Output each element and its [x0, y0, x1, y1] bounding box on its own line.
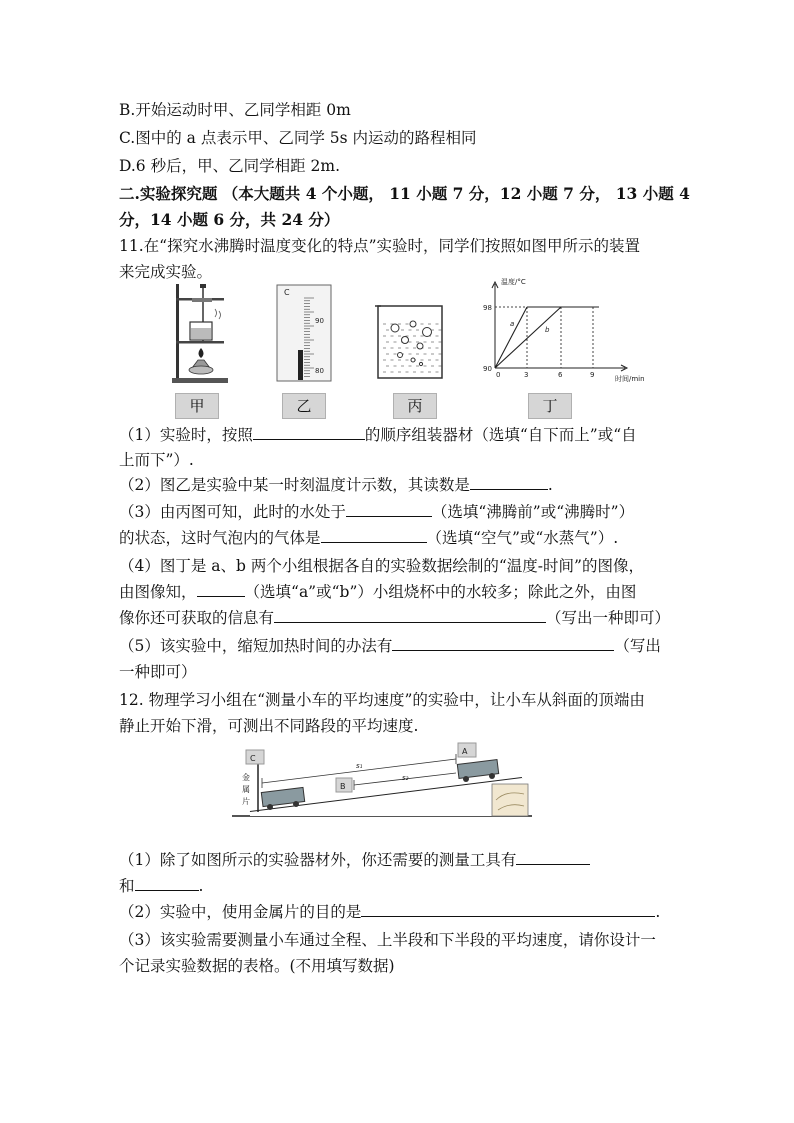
figure-jia-apparatus [170, 282, 230, 387]
q12-metal-char1: 金 [242, 773, 250, 782]
q11-part3-text-c: 的状态，这时气泡内的气体是 [119, 529, 321, 547]
q11-part5-text-a: （5）该实验中，缩短加热时间的办法有 [119, 637, 393, 655]
q11-part3-line2 [119, 528, 618, 548]
option-d: D.6 秒后，甲、乙同学相距 2m. [119, 157, 341, 175]
graph-y-bottom: 90 [483, 365, 492, 373]
figure-label-jia: 甲 [175, 393, 219, 419]
q11-part4-line2 [119, 582, 636, 602]
figure-label-bing: 丙 [393, 393, 437, 419]
q11-part4-text-d: （写出一种即可） [546, 609, 671, 627]
q12-label-b: B [340, 782, 346, 791]
q11-part4-blank2[interactable] [274, 608, 546, 623]
figure-label-yi: 乙 [282, 393, 326, 419]
q11-part4-line1: （4）图丁是 a、b 两个小组根据各自的实验数据绘制的“温度-时间”的图像， [119, 557, 644, 575]
q11-part4-line3 [119, 608, 670, 628]
figure-yi-thermometer [276, 284, 332, 382]
q11-stem-line1: 11.在“探究水沸腾时温度变化的特点”实验时，同学们按照如图甲所示的装置 [119, 237, 641, 255]
q11-stem-line2: 来完成实验。 [119, 263, 213, 281]
q11-part4-text-a: 由图像知， [119, 583, 197, 601]
q12-part2 [119, 902, 660, 922]
figure-label-ding: 丁 [528, 393, 572, 419]
q12-part1-text: （1）除了如图所示的实验器材外，你还需要的测量工具有 [119, 851, 517, 869]
q11-part3-text-b: （选填“沸腾前”或“沸腾时”） [431, 503, 635, 521]
q12-label-s2: s₂ [402, 774, 409, 782]
q12-part1-line1 [119, 850, 590, 870]
q12-label-c: C [250, 754, 256, 763]
q12-part1-and: 和 [119, 877, 135, 895]
graph-origin: 0 [496, 371, 501, 379]
q11-part2-blank[interactable] [470, 475, 548, 490]
graph-x-tick-3: 3 [524, 371, 529, 379]
q11-part5-text-b: （写出 [614, 637, 661, 655]
option-b: B.开始运动时甲、乙同学相距 0m [119, 101, 351, 119]
option-c: C.图中的 a 点表示甲、乙同学 5s 内运动的路程相同 [119, 129, 477, 147]
q11-part2-end: . [547, 476, 553, 494]
graph-line-b-label: b [545, 326, 550, 334]
q12-part2-text: （2）实验中，使用金属片的目的是 [119, 903, 362, 921]
q11-part1-text-b: 的顺序组装器材（选填“自下而上”或“自 [364, 426, 637, 444]
q11-part2 [119, 475, 553, 495]
q12-figure-incline [230, 740, 540, 826]
q11-part4-text-b: （选填“a”或“b”）小组烧杯中的水较多；除此之外，由图 [244, 583, 637, 601]
q12-part1-end: . [198, 877, 204, 895]
graph-line-a-label: a [510, 320, 515, 328]
q12-metal-char2: 属 [242, 785, 250, 794]
q12-label-s1: s₁ [356, 762, 363, 770]
graph-xlabel: 时间/min [615, 375, 645, 383]
q11-part3-text-d: （选填“空气”或“水蒸气”）. [426, 529, 619, 547]
q11-part3-blank2[interactable] [321, 528, 427, 543]
q11-part4-blank1[interactable] [197, 582, 245, 597]
q11-part5-line2: 一种即可） [119, 663, 197, 681]
q12-part3-line2: 个记录实验数据的表格。(不用填写数据) [119, 957, 395, 975]
figure-ding-graph [475, 274, 675, 386]
q12-part1-line2 [119, 876, 203, 896]
q12-stem-line1: 12. 物理学习小组在“测量小车的平均速度”的实验中，让小车从斜面的顶端由 [119, 691, 645, 709]
graph-y-top: 98 [483, 304, 492, 312]
thermometer-mark-90: 90 [315, 317, 324, 325]
q11-part1-line1 [119, 425, 637, 445]
q11-part3-line1 [119, 502, 634, 522]
thermometer-unit: C [284, 288, 290, 297]
section-heading-line2: 分，14 小题 6 分，共 24 分） [119, 210, 340, 229]
section-heading-line1: 二.实验探究题 （本大题共 4 个小题， 11 小题 7 分，12 小题 7 分， 13 小题 4 [119, 184, 690, 203]
q11-part1-text-a: （1）实验时，按照 [119, 426, 253, 444]
q12-metal-char3: 片 [242, 797, 250, 806]
q11-part2-text: （2）图乙是实验中某一时刻温度计示数，其读数是 [119, 476, 470, 494]
q11-part5-line1 [119, 636, 661, 656]
q11-part4-text-c: 像你还可获取的信息有 [119, 609, 275, 627]
q12-part1-blank1[interactable] [516, 850, 590, 865]
q12-part2-end: . [655, 903, 661, 921]
thermometer-mark-80: 80 [315, 367, 324, 375]
q11-part1-line2: 上而下”）. [119, 451, 194, 469]
q11-part3-text-a: （3）由丙图可知，此时的水处于 [119, 503, 346, 521]
q11-part5-blank[interactable] [392, 636, 614, 651]
q12-part2-blank[interactable] [361, 902, 655, 917]
q12-label-a: A [462, 747, 468, 756]
q11-part3-blank1[interactable] [346, 502, 432, 517]
q12-stem-line2: 静止开始下滑，可测出不同路段的平均速度. [119, 717, 419, 735]
q12-part1-blank2[interactable] [135, 876, 199, 891]
graph-ylabel: 温度/°C [501, 278, 526, 286]
figure-bing-beaker [375, 300, 445, 380]
graph-x-tick-9: 9 [590, 371, 595, 379]
q11-part1-blank[interactable] [253, 425, 365, 440]
graph-x-tick-6: 6 [558, 371, 563, 379]
q12-part3-line1: （3）该实验需要测量小车通过全程、上半段和下半段的平均速度，请你设计一 [119, 931, 656, 949]
